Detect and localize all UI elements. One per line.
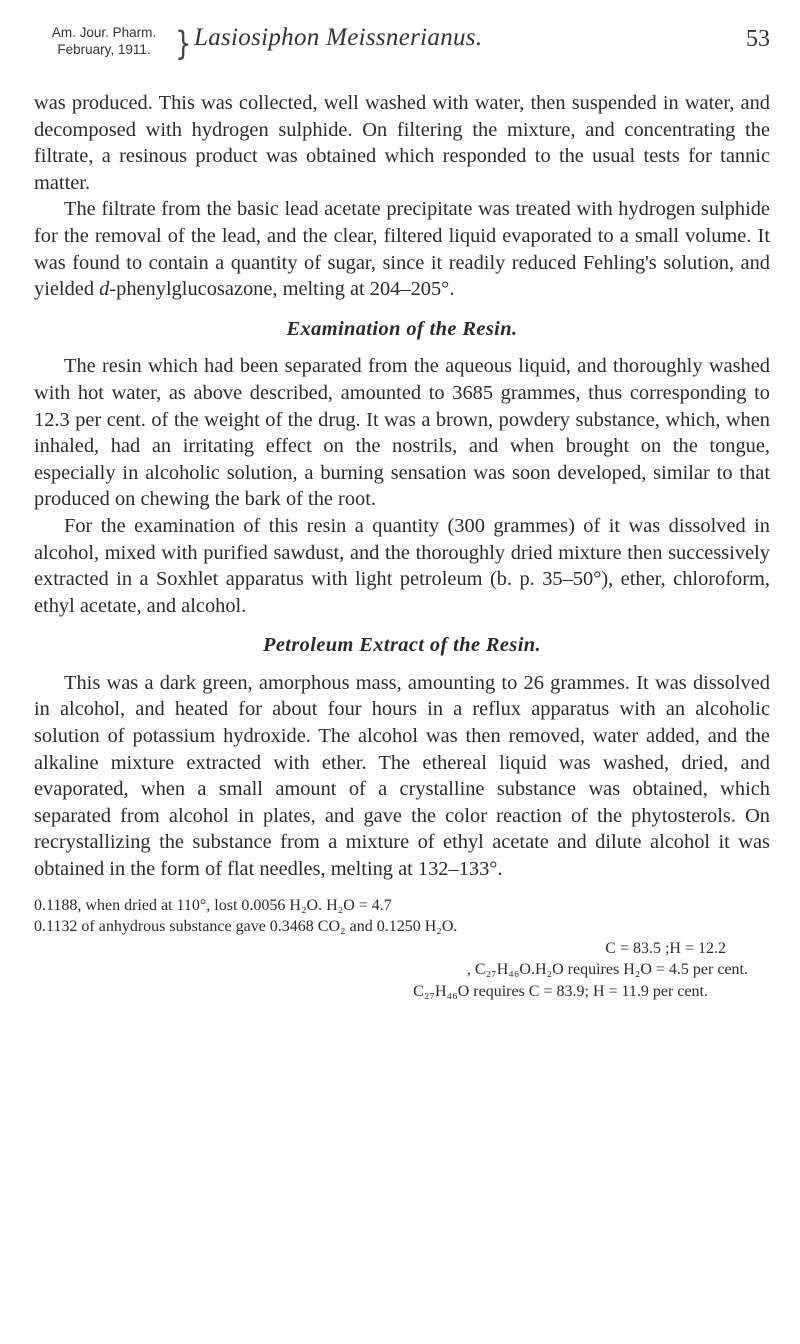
journal-name: Am. Jour. Pharm. bbox=[51, 25, 157, 40]
journal-reference bbox=[34, 24, 174, 58]
running-title: Lasiosiphon Meissnerianus. bbox=[194, 24, 483, 51]
section-heading-resin: Examination of the Resin. bbox=[286, 317, 518, 340]
paragraph-resin-extraction: For the examination of this resin a quantity (300 grammes) of it was dissolved in alcohol, mixed with purified sawdust, and the thoroughly dried mixture then successively extracted in a Soxhlet apparatus with light petroleum (b. p. 35–50°), ether, chloroform, ethyl acetate, and alcohol. bbox=[34, 514, 770, 617]
page-header bbox=[34, 24, 770, 78]
brace-glyph: } bbox=[175, 25, 192, 64]
article-body bbox=[34, 90, 770, 1002]
analysis-line: C = 83.5 ;H = 12.2 bbox=[605, 939, 726, 957]
paragraph-sugar-text-b: -phenylglucosazone, melting at 204–205°. bbox=[109, 278, 455, 301]
paragraph-sugar bbox=[34, 196, 770, 302]
analysis-block bbox=[34, 895, 770, 1003]
page-number: 53 bbox=[746, 26, 770, 52]
paragraph-sugar-text-a: The filtrate from the basic lead acetate precipitate was treated with hydrogen sulphide for the removal of the lead, and the clear, filtered liquid evaporated to a small volume. It was found to contain a quantity of sugar, since it readily reduced Fehling's solution, and yielded bbox=[34, 198, 770, 301]
paragraph-petroleum-extract: This was a dark green, amorphous mass, amounting to 26 grammes. It was dissolved in alcohol, and heated for about four hours in a reflux apparatus with an alcoholic solution of potassium hydroxide. The alcohol was then removed, water added, and the alkaline mixture extracted with ether. The ethereal liquid was washed, dried, and evaporated, when a small amount of a crystalline substance was obtained, which separated from alcohol in plates, and gave the color reaction of the phytosterols. On recrystallizing the substance from a mixture of ethyl acetate and dilute alcohol it was obtained in the form of flat needles, melting at 132–133°. bbox=[34, 671, 770, 881]
analysis-line: 0.1188, when dried at 110°, lost 0.0056 H₂O. H₂O = 4.7 bbox=[34, 896, 392, 914]
paragraph-tannic-matter: was produced. This was collected, well washed with water, then suspended in water, and decomposed with hydrogen sulphide. On filtering the mixture, and concentrating the filtrate, a resinous product was obtained which responded to the usual tests for tannic matter. bbox=[34, 92, 770, 194]
paragraph-resin-description: The resin which had been separated from the aqueous liquid, and thoroughly washed with hot water, as above described, amounted to 3685 grammes, thus corresponding to 12.3 per cent. of the weight of the drug. It was a brown, powdery substance, which, when inhaled, had an irritating effect on the nostrils, and when brought on the tongue, especially in alcoholic solution, a burning sensation was soon developed, similar to that produced on chewing the bark of the root. bbox=[34, 355, 770, 511]
analysis-line: , C₂₇H₄₆O.H₂O requires H₂O = 4.5 per cent. bbox=[466, 961, 748, 979]
analysis-line: 0.1132 of anhydrous substance gave 0.3468 CO₂ and 0.1250 H₂O. bbox=[34, 918, 458, 936]
section-heading-petroleum: Petroleum Extract of the Resin. bbox=[262, 634, 542, 657]
analysis-line: C₂₇H₄₆O requires C = 83.9; H = 11.9 per cent. bbox=[413, 982, 708, 1000]
paragraph-sugar-italic: d bbox=[99, 278, 110, 301]
journal-date: February, 1911. bbox=[57, 42, 151, 57]
